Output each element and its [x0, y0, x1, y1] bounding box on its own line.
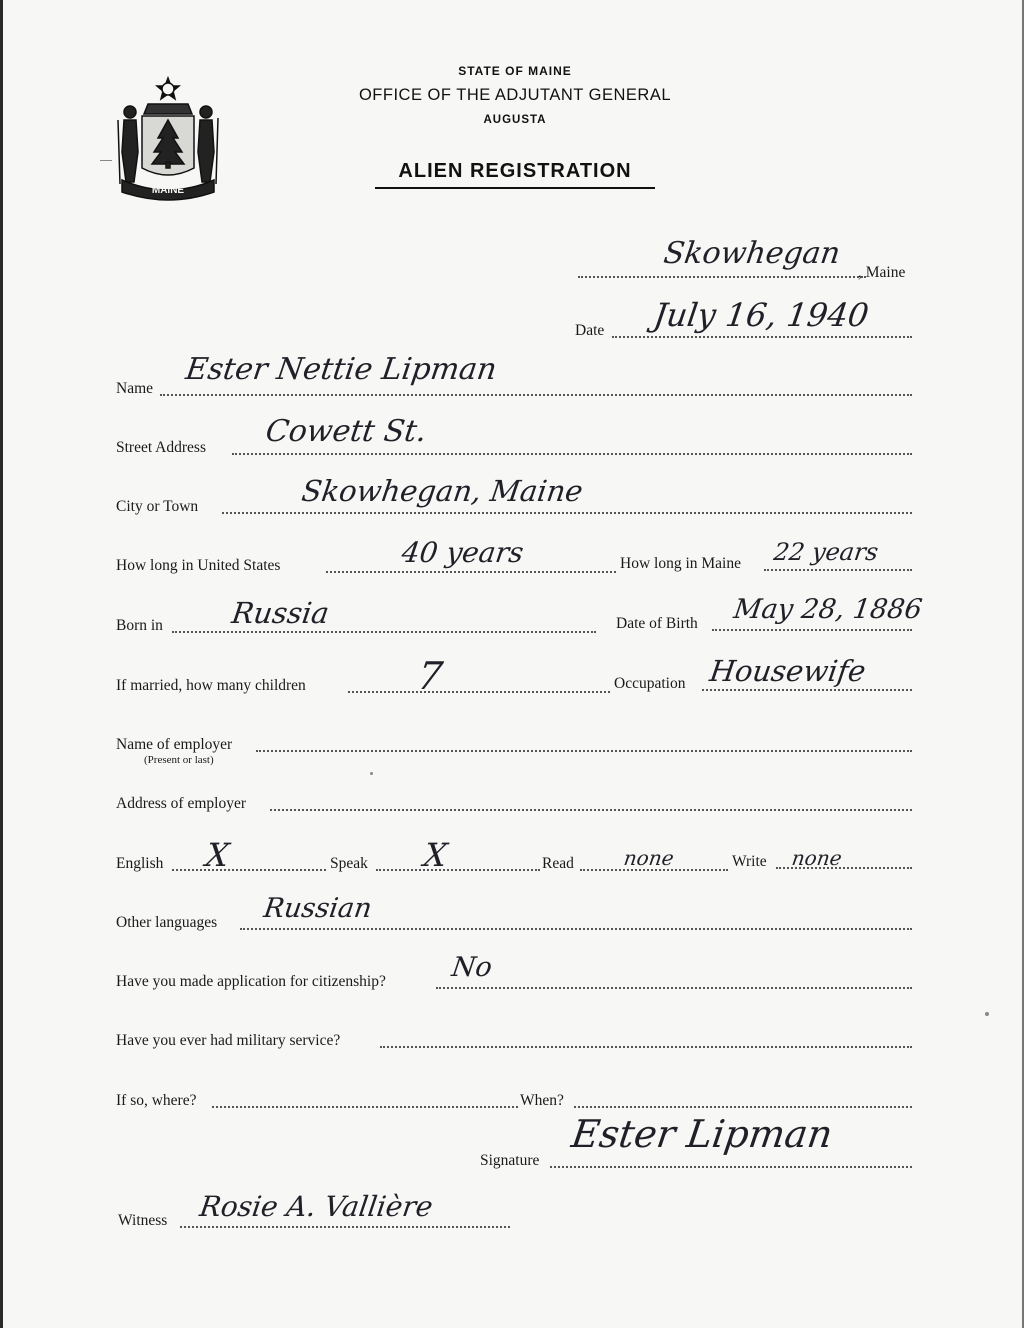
when-label: When?: [520, 1092, 564, 1109]
military-service-line: [380, 1046, 912, 1048]
employer-name-label: Name of employer: [116, 736, 233, 753]
date-line: [612, 336, 912, 338]
children-line: [348, 691, 610, 693]
signature-line: [550, 1166, 912, 1168]
occupation-label: Occupation: [614, 675, 686, 692]
header-city: AUGUSTA: [483, 114, 547, 126]
header-office: OFFICE OF THE ADJUTANT GENERAL: [358, 86, 672, 104]
witness-line: [180, 1226, 510, 1228]
born-in-value: Russia: [229, 596, 332, 630]
place-suffix: , Maine: [858, 264, 906, 281]
if-so-where-label: If so, where?: [116, 1092, 197, 1109]
occupation-line: [702, 689, 912, 691]
if-so-where-line: [212, 1106, 518, 1108]
citizenship-line: [436, 987, 912, 989]
other-languages-value: Russian: [261, 893, 374, 924]
scan-speck: [985, 1012, 989, 1016]
form-title-underline: [375, 187, 655, 189]
speak-value: X: [421, 836, 450, 874]
signature-label: Signature: [480, 1152, 540, 1169]
header-state: STATE OF MAINE: [458, 64, 572, 78]
street-address-value: Cowett St.: [263, 414, 429, 449]
street-address-line: [232, 453, 912, 455]
how-long-us-label: How long in United States: [116, 557, 281, 574]
how-long-maine-line: [764, 569, 912, 571]
employer-address-line: [270, 809, 912, 811]
born-in-label: Born in: [116, 617, 163, 634]
signature-value: Ester Lipman: [568, 1112, 836, 1156]
citizenship-value: No: [449, 952, 495, 983]
children-value: 7: [414, 654, 446, 698]
name-label: Name: [116, 380, 154, 397]
employer-name-line: [256, 750, 912, 752]
form-title: ALIEN REGISTRATION: [398, 160, 632, 182]
how-long-us-value: 40 years: [399, 536, 526, 569]
date-of-birth-value: May 28, 1886: [731, 594, 925, 625]
city-or-town-label: City or Town: [116, 498, 199, 515]
english-line: [172, 869, 326, 871]
occupation-value: Housewife: [707, 654, 868, 688]
name-line: [160, 394, 912, 396]
children-label: If married, how many children: [116, 677, 306, 694]
military-service-label: Have you ever had military service?: [116, 1032, 341, 1049]
date-of-birth-line: [712, 629, 912, 631]
read-label: Read: [542, 855, 574, 872]
name-value: Ester Nettie Lipman: [183, 352, 499, 387]
read-value: none: [622, 846, 676, 870]
write-label: Write: [732, 853, 767, 870]
how-long-maine-value: 22 years: [772, 538, 880, 566]
city-or-town-line: [222, 512, 912, 514]
how-long-us-line: [326, 571, 616, 573]
employer-address-label: Address of employer: [116, 795, 246, 812]
witness-label: Witness: [118, 1212, 168, 1229]
english-label: English: [116, 855, 164, 872]
employer-name-sublabel: (Present or last): [144, 754, 214, 766]
place-line: [578, 276, 866, 278]
how-long-maine-label: How long in Maine: [620, 555, 741, 572]
other-languages-label: Other languages: [116, 914, 218, 931]
speak-line: [376, 869, 540, 871]
speak-label: Speak: [330, 855, 368, 872]
born-in-line: [172, 631, 596, 633]
city-or-town-value: Skowhegan, Maine: [299, 474, 586, 508]
english-value: X: [203, 836, 232, 874]
seal-banner-text: MAINE: [151, 185, 185, 196]
other-languages-line: [240, 928, 912, 930]
citizenship-label: Have you made application for citizenship?: [116, 973, 386, 990]
scan-edge-left: [0, 0, 3, 1328]
date-of-birth-label: Date of Birth: [616, 615, 698, 632]
date-value: July 16, 1940: [651, 296, 872, 334]
state-of-maine-seal-icon: [108, 72, 228, 202]
place-value: Skowhegan: [661, 236, 843, 271]
scan-speck: [370, 772, 373, 775]
date-label: Date: [575, 322, 605, 339]
street-address-label: Street Address: [116, 439, 206, 456]
write-value: none: [790, 846, 844, 870]
when-line: [574, 1106, 912, 1108]
witness-value: Rosie A. Vallière: [197, 1190, 435, 1223]
